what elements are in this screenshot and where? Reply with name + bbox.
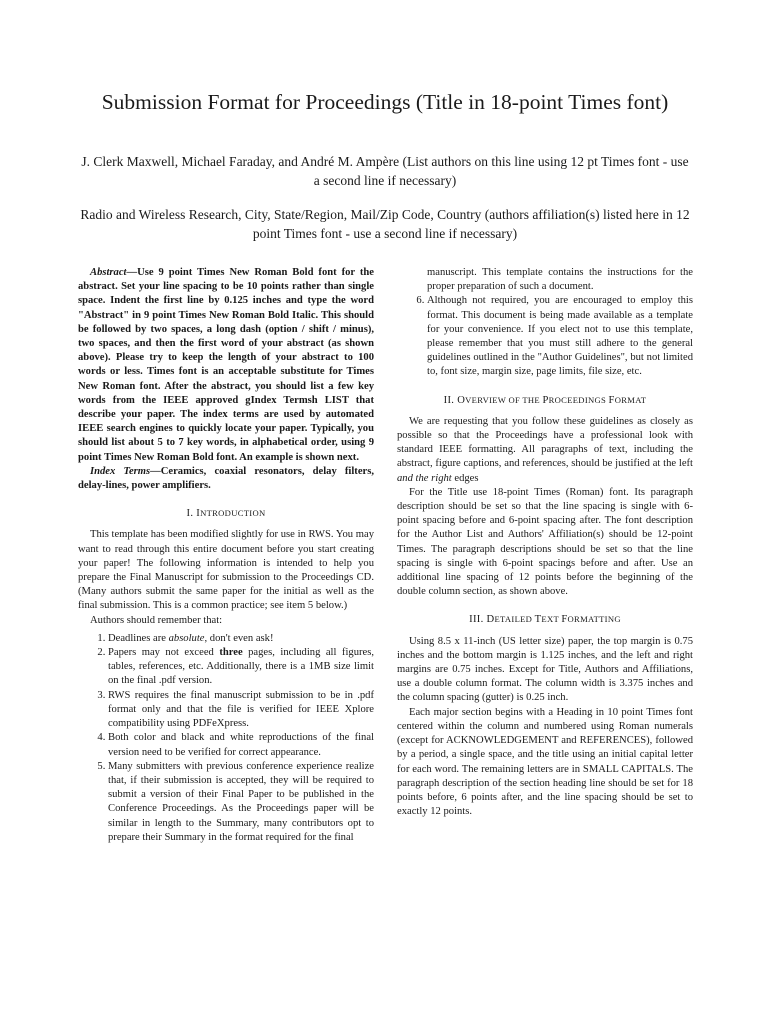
list-item-text: Deadlines are bbox=[108, 632, 169, 644]
list-item: 3. RWS requires the final manuscript submission to be in .pdf format only and that the file is verified for IEEE Xplore compatibility using PDFeXpress. bbox=[108, 689, 374, 732]
overview-paragraph-1 bbox=[397, 415, 693, 486]
intro-paragraph-2: Authors should remember that: bbox=[90, 614, 223, 626]
section-number: I. bbox=[186, 508, 194, 520]
section-small-caps: ORMAT bbox=[614, 394, 647, 405]
list-item bbox=[108, 646, 374, 689]
list-item: 6. Although not required, you are encouraged to employ this format. This document is being made available as a template for your convenience. If you elect not to use this template, please remember that you must still adhere to the general guidelines outlined in the "Author Guidelines", but not limited to, font size, margin size, page limits, file size, etc. bbox=[427, 294, 693, 379]
index-terms-dash: — bbox=[150, 465, 161, 477]
list-item: 5. Many submitters with previous conference experience realize that, if their submission is accepted, they will be required to submit a version of their Final Paper to be published in the Conference Proceedings. As the Proceedings paper will be similar in length to the Summary, many contributors opt to prepare their Summary in the format required for the final bbox=[108, 760, 374, 845]
intro-paragraph-1: This template has been modified slightly for use in RWS. You may want to read through this entire document before you start creating your paper! The following information is intended to help you prepare the Final Manuscript for submission to the Proceedings CD. (Many authors submit the same paper for the initial as well as the final submission. This is a common practice; see item 5 below.) bbox=[78, 529, 374, 612]
section-initial: D bbox=[486, 614, 495, 626]
section-initial: F bbox=[561, 614, 568, 626]
section-initial: O bbox=[457, 394, 466, 406]
index-terms-text: Ceramics, coaxial resonators, delay filters, delay-lines, power amplifiers. bbox=[78, 465, 374, 492]
section-small-caps: ROCEEDINGS bbox=[548, 394, 609, 405]
paragraph-text: We are requesting that you follow these guidelines as closely as possible so that the Proceedings have a professional look with standard IEEE formatting. All paragraphs of text, including the abstract, figure captions, and references, should be justified at the left bbox=[397, 415, 693, 470]
overview-paragraph-2: For the Title use 18-point Times (Roman) font. Its paragraph description should be set so that the line spacing is single with 6-point spacing before and 6-point spacing after. The font description for the Author List and Authors' Affiliation(s) should be 12-point Times. The paragraph descriptions should be set so that the line spacing is single with 6-point spacings before and after. Use an additional line spacing of 12 points before the beginning of the double column section, as shown above. bbox=[397, 486, 693, 598]
detailed-paragraph-2: Each major section begins with a Heading in 10 point Times font centered within the column and numbered using Roman numerals (except for ACKNOWLEDGEMENT and REFERENCES), followed by a period, a single space, and the title using an initial capital letter for each word. The remaining letters are in SMALL CAPITALS. The paragraph description of the section heading line should be set for 18 points before, 6 points after, and the line spacing should be set to exactly 12 points. bbox=[397, 706, 693, 818]
paper-title: Submission Format for Proceedings (Title in 18-point Times font) bbox=[101, 90, 669, 114]
list-item-text: Papers may not exceed bbox=[108, 647, 220, 659]
author-reminders-list bbox=[78, 632, 374, 845]
section-small-caps: EXT bbox=[541, 614, 562, 625]
paragraph-text: edges bbox=[451, 472, 479, 484]
list-item: 4. Both color and black and white reproductions of the final version need to be verified for correct appearance. bbox=[108, 731, 374, 759]
section-heading-overview bbox=[397, 393, 693, 408]
detailed-paragraph-1: Using 8.5 x 11-inch (US letter size) paper, the top margin is 0.75 inches and the bottom margin is 1.125 inches, and the left and right margins are 0.75 inches. Except for Title, Authors and Affiliations, use a double column format. The column width is 3.375 inches and the column spacing (gutter) is 0.25 inch. bbox=[397, 635, 693, 704]
abstract-lead: Abstract bbox=[90, 267, 127, 278]
left-column bbox=[78, 266, 374, 845]
abstract-text: Use 9 point Times New Roman Bold font for the abstract. Set your line spacing to be 10 points rather than single space. Indent the first line by 0.125 inches and type the word "Abstract" in 9 point Times New Roman Bold Italic. This should be followed by two spaces, a long dash (option / shift / minus), two spaces, and then the first word of your abstract (as shown above). Please try to keep the length of your abstract to 100 words or less. Times font is an acceptable substitute for Times New Roman font. After the abstract, you should list a few key words from the IEEE approved gIndex Termsh LIST that describe your paper. The index terms are used by automated IEEE search engines to quickly locate your paper. Typically, you should list about 5 to 7 key words, in alphabetical order, using 9 point Times New Roman Bold font. An example is shown next. bbox=[78, 267, 374, 463]
list-item-text: pages, including all figures, tables, references, etc. Additionally, there is a 1MB size limit on the final .pdf version. bbox=[108, 647, 374, 687]
list-item-bold: three bbox=[219, 647, 243, 659]
section-small-caps: ETAILED bbox=[494, 614, 535, 625]
list-item-emphasis: absolute bbox=[168, 632, 205, 644]
section-initial: P bbox=[542, 394, 549, 406]
section-initial: T bbox=[534, 614, 542, 626]
section-heading-introduction bbox=[78, 506, 374, 521]
section-number: II. bbox=[443, 394, 455, 406]
index-terms bbox=[78, 465, 374, 493]
index-terms-lead: Index Terms bbox=[90, 465, 151, 477]
author-list: J. Clerk Maxwell, Michael Faraday, and André M. Ampère (List authors on this line using 12 pt Times font - use a second line if necessary) bbox=[81, 154, 689, 188]
paragraph-emphasis: and the right bbox=[397, 472, 452, 484]
list-item-continuation: manuscript. This template contains the instructions for the proper preparation of such a document. bbox=[427, 267, 693, 293]
author-affiliation: Radio and Wireless Research, City, State/Region, Mail/Zip Code, Country (authors affiliation(s) listed here in 12 point Times font - use a second line if necessary) bbox=[80, 207, 690, 241]
section-number: III. bbox=[469, 614, 484, 626]
abstract bbox=[78, 266, 374, 465]
section-initial: I bbox=[196, 508, 201, 520]
section-small-caps: NTRODUCTION bbox=[200, 508, 266, 519]
list-item-text: , don't even ask! bbox=[204, 632, 274, 644]
right-column bbox=[397, 266, 693, 819]
section-heading-detailed-formatting bbox=[397, 612, 693, 627]
section-small-caps: VERVIEW OF THE bbox=[465, 394, 543, 405]
list-item bbox=[108, 632, 374, 646]
section-initial: F bbox=[608, 394, 615, 406]
author-reminders-list-continued bbox=[397, 294, 693, 379]
abstract-dash: — bbox=[126, 267, 138, 278]
section-small-caps: ORMATTING bbox=[567, 614, 621, 625]
